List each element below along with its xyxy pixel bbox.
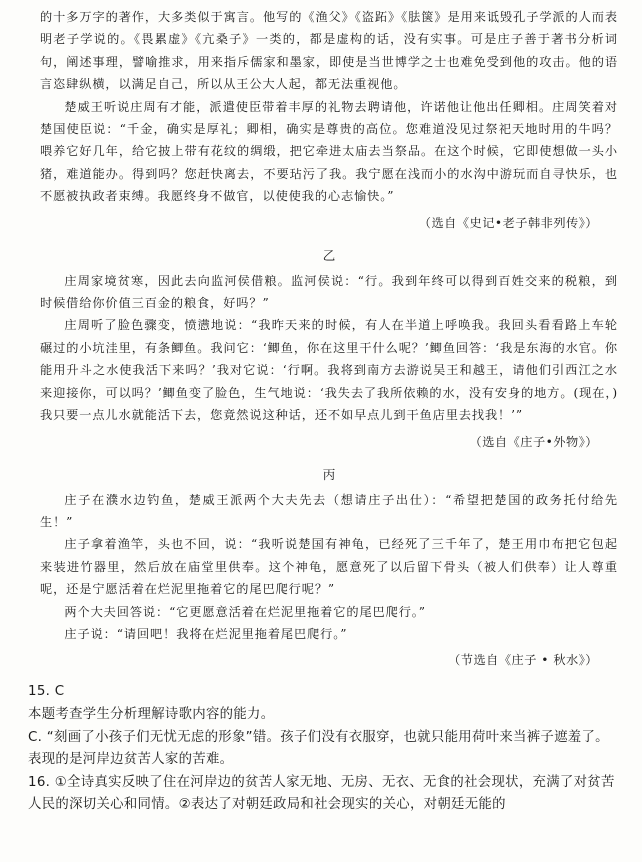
section-3-paragraph-1: 庄子在濮水边钓鱼，楚威王派两个大夫先去（想请庄子出仕）：“希望把楚国的政务托付给先生！” [40, 492, 618, 529]
section-1-paragraph-1: 的十多万字的著作，大多类似于寓言。他写的《渔父》《盗跖》《胠箧》是用来诋毁孔子学派的人而表明老子学说的。《畏累虚》《亢桑子》一类的，都是虚构的话，没有实事。可是庄子善于著书分析词句，阐述事理，譬喻推求，用来指斥儒家和墨家，即使是当世博学之士也难免受到他的攻击。他的语言恣肆纵横，以满足自己，所以从王公大人起，都无法重视他。 [40, 10, 618, 92]
section-3-heading: 丙 [322, 466, 336, 482]
section-2-source: （选自《庄子•外物》） [469, 434, 598, 449]
section-2-heading: 乙 [322, 247, 336, 263]
section-1-paragraph-2: 楚威王听说庄周有才能，派遣使臣带着丰厚的礼物去聘请他，许诺他让他出任卿相。庄周笑着对楚国使臣说：“千金，确实是厚礼；卿相，确实是尊贵的高位。您难道没见过祭祀天地时用的牛吗？喂养它好几年，给它披上带有花纹的绸缎，把它牵进太庙去当祭品。在这个时候，它即使想做一头小猪，难道能办。得到吗？您赶快离去，不要玷污了我。我宁愿在浅而小的水沟中游玩而自寻快乐，也不愿被执政者束缚。我愿终身不做官，以使使我的心志愉快。” [40, 99, 618, 204]
section-3-paragraph-4: 庄子说：“请回吧！我将在烂泥里拖着尾巴爬行。” [64, 626, 348, 641]
section-3-paragraph-2: 庄子拿着渔竿，头也不回，说：“我听说楚国有神龟，已经死了三千年了，楚王用巾布把它包起来装进竹器里，然后放在庙堂里供奉。这个神龟，愿意死了以后留下骨头（被人们供奉）让人尊重呢，还是宁愿活着在烂泥里拖着它的尾巴爬行呢？” [40, 537, 618, 597]
section-2-paragraph-1: 庄周家境贫寒，因此去向监河侯借粮。监河侯说：“行。我到年终可以得到百姓交来的税粮，到时候借给你价值三百金的粮食，好吗？” [40, 273, 618, 311]
answer-16: 16. ①全诗真实反映了住在河岸边的贫苦人家无地、无房、无衣、无食的社会现状，充满了对贫苦人民的深切关心和同情。②表达了对朝廷政局和社会现实的关心，对朝廷无能的 [28, 774, 615, 813]
section-3-paragraph-3: 两个大夫回答说：“它更愿意活着在烂泥里拖着它的尾巴爬行。” [64, 604, 426, 619]
answer-15-description: 本题考查学生分析理解诗歌内容的能力。 [28, 706, 275, 722]
section-3-source: （节选自《庄子 • 秋水》） [448, 653, 598, 668]
answers-block [28, 681, 618, 817]
section-1-source: （选自《史记•老子韩非列传》） [418, 215, 598, 230]
answer-15: 15. C [28, 684, 65, 700]
section-2-paragraph-2: 庄周听了脸色骤变，愤懑地说：“我昨天来的时候，有人在半道上呼唤我。我回头看看路上车轮碾过的小坑洼里，有条鲫鱼。我问它：‘鲫鱼，你在这里干什么呢？’鲫鱼回答：‘我是东海的水官。你能用升斗之水使我活下来吗？’我对它说：‘行啊。我将到南方去游说吴王和越王，请他们引西江之水来迎接你，可以吗？’鲫鱼变了脸色，生气地说：‘我失去了我所依赖的水，没有安身的地方。(现在，)我只要一点儿水就能活下去，您竟然说这种话，还不如早点儿到干鱼店里去找我！’” [40, 318, 618, 423]
answer-15-explanation: C. “刻画了小孩子们无忧无虑的形象”错。孩子们没有衣服穿，也就只能用荷叶来当裤子遮羞了。表现的是河岸边贫苦人家的苦难。 [28, 729, 609, 768]
